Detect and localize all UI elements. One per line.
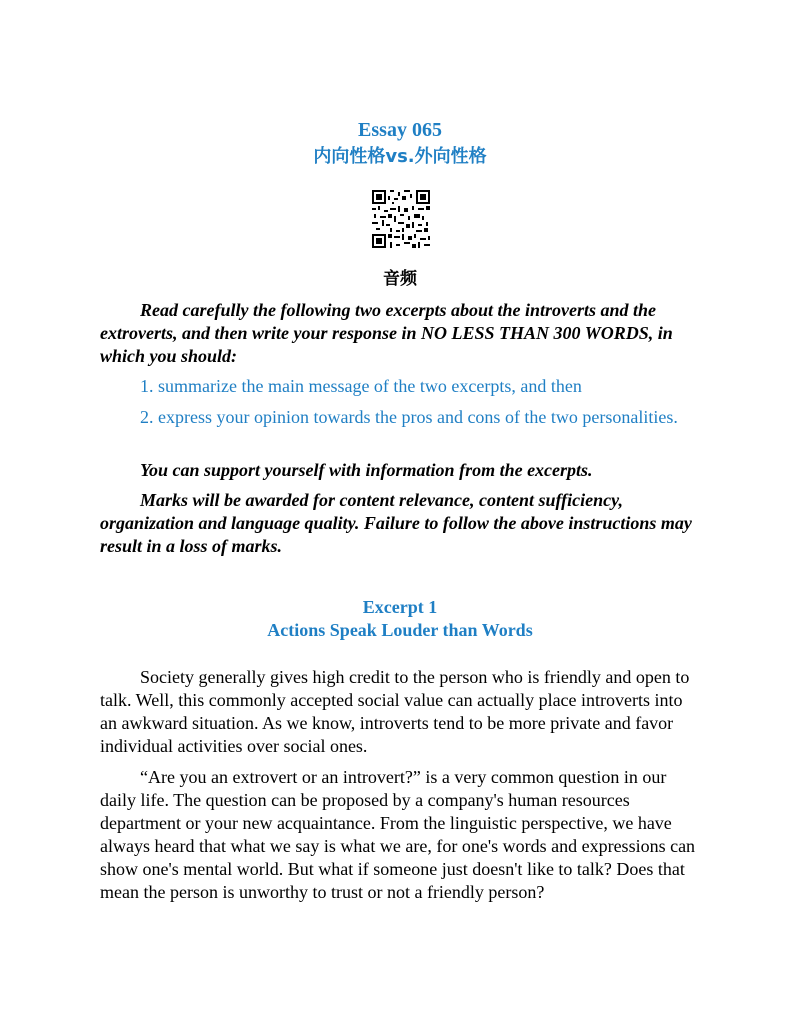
instructions-support: You can support yourself with information from the excerpts.	[140, 460, 593, 480]
audio-label[interactable]: 音频	[383, 269, 417, 289]
instructions-marks: Marks will be awarded for content relevance, content sufficiency, organization and language quality. Failure to follow the above instructions may result in a loss of marks.	[100, 490, 692, 556]
qr-code-icon[interactable]	[372, 190, 430, 248]
essay-number: Essay 065	[358, 119, 442, 141]
excerpt-paragraph-2: “Are you an extrovert or an introvert?” is a very common question in our daily life. The question can be proposed by a company's human resources department or your new acquaintance. From the linguistic perspective, we have always heard that what we say is what we are, for one's words and expressions can show one's mental world. But what if someone just doesn't like to talk? Does that mean the person is unworthy to trust or not a friendly person?	[100, 767, 696, 902]
instruction-point-1: 1. summarize the main message of the two excerpts, and then	[140, 376, 582, 396]
excerpt-paragraph-1: Society generally gives high credit to the person who is friendly and open to talk. Well, this commonly accepted social value can actually place introverts into an awkward situation. As we know, introverts tend to be more private and favor individual activities over social ones.	[100, 667, 690, 756]
instructions-intro: Read carefully the following two excerpts about the introverts and the extroverts, and then write your response in NO LESS THAN 300 WORDS, in which you should:	[100, 300, 673, 366]
excerpt-title: Actions Speak Louder than Words	[267, 620, 533, 640]
excerpt-label: Excerpt 1	[362, 597, 438, 617]
essay-title: 内向性格vs.外向性格	[313, 146, 487, 167]
instruction-point-2: 2. express your opinion towards the pros and cons of the two personalities.	[140, 407, 678, 427]
